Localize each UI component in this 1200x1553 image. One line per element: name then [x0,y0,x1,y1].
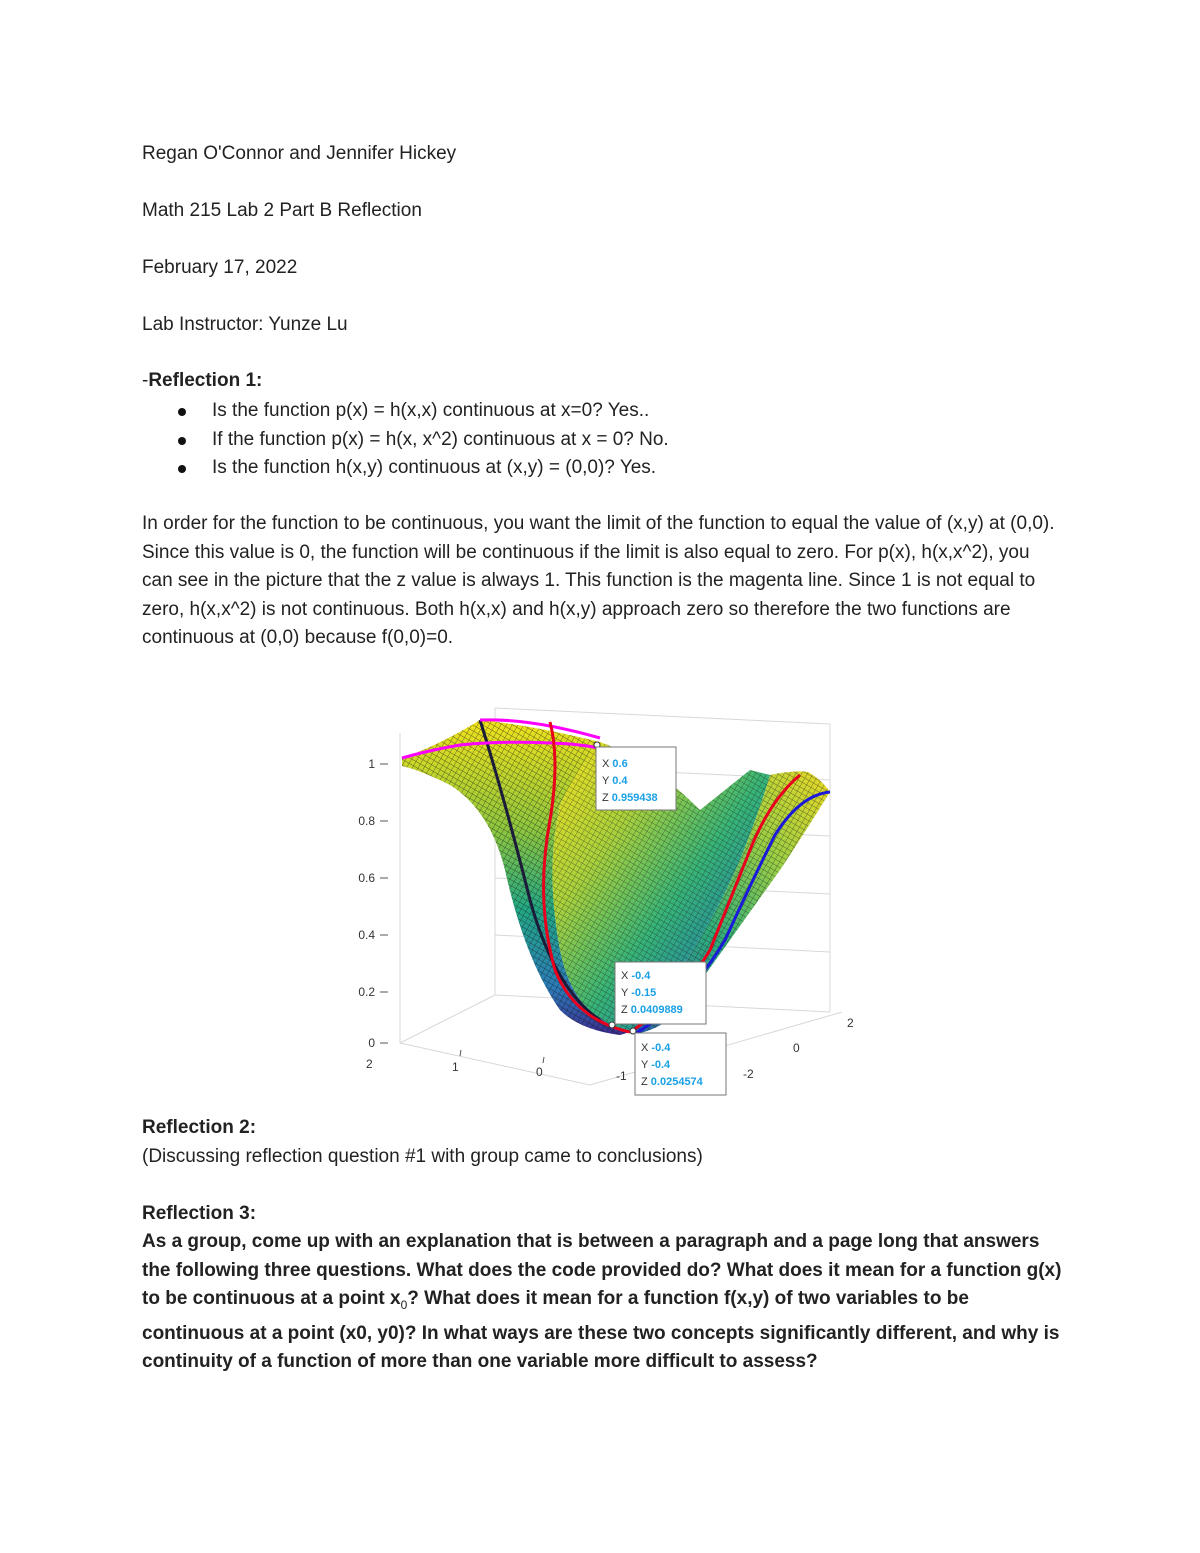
datatip-2 [615,962,706,1024]
date-line: February 17, 2022 [142,257,298,278]
grid-line [495,708,830,724]
reflection3-text-part1: As a group, come up with an explanation that is between a paragraph and a page long that answers the following three questions. What does the code provided do? What does it mean for a function g(x) to be continuous at a point x [142,1231,1062,1310]
datatip-line: Y -0.4 [641,1059,671,1071]
list-item [142,426,669,455]
reflection1-bullet-list [142,397,669,483]
bullet-text: Is the function h(x,y) continuous at (x,y) = (0,0)? Yes. [212,457,657,478]
reflection1-dash: - [142,370,149,391]
datatip-line: X -0.4 [641,1042,671,1054]
reflection1-paragraph-text: In order for the function to be continuous, you want the limit of the function to equal the value of (x,y) at (0,0). Since this value is 0, the function will be continuous if the limit is also equal to zero. For p(x), h(x,x^2), you can see in the picture that the z value is always 1. This function is the magenta line. Since 1 is not equal to zero, h(x,x^2) is not continuous. Both h(x,x) and h(x,y) approach zero so therefore the two functions are continuous at (0,0) because f(0,0)=0. [142,513,1055,649]
z-tick-label: 0.2 [358,985,375,999]
reflection1-paragraph [142,510,1062,653]
z-tick-marks [380,764,388,1043]
datatip-1 [596,747,676,810]
y-tick-label: 2 [847,1016,854,1030]
datatip-marker [609,1022,615,1028]
reflection2-text: (Discussing reflection question #1 with group came to conclusions) [142,1146,703,1167]
reflection3-prompt [142,1228,1072,1377]
course-title: Math 215 Lab 2 Part B Reflection [142,200,422,221]
reflection3-heading: Reflection 3: [142,1203,257,1224]
bullet-text: Is the function p(x) = h(x,x) continuous at x=0? Yes.. [212,400,650,421]
y-tick-label: -2 [743,1067,754,1081]
z-tick-label: 1 [368,757,375,771]
x-tick-label: 0 [536,1065,543,1079]
datatip-line: Z 0.0254574 [641,1076,703,1088]
reflection3-subscript: 0 [400,1297,408,1312]
z-tick-label: 0.4 [358,928,375,942]
datatip-line: Z 0.0409889 [621,1004,683,1016]
x-tick-mark [460,1050,461,1056]
datatip-line: X -0.4 [621,970,651,982]
x-tick-label: 1 [452,1060,459,1074]
z-tick-label: 0 [368,1036,375,1050]
datatip-3 [635,1033,726,1095]
x-tick-label: -1 [616,1069,627,1083]
datatip-line: Z 0.959438 [602,792,658,804]
z-tick-label: 0.6 [358,871,375,885]
reflection1-heading [142,369,262,393]
list-item [142,454,669,483]
x-tick-labels [366,1057,627,1083]
reflection3-text-part2: ? What does it mean for a function f(x,y) of two variables to be continuous at a point (x0, y0)? In what ways are these two concepts significantly different, and why is continuity of a function of more than one variable more difficult to assess? [142,1288,1060,1373]
reflection1-title: Reflection 1: [148,370,263,391]
bullet-icon [178,437,186,445]
x-axis-line [400,1043,590,1085]
datatip-line: Y 0.4 [602,775,628,787]
instructor-line: Lab Instructor: Yunze Lu [142,314,348,335]
bullet-text: If the function p(x) = h(x, x^2) continuous at x = 0? No. [212,428,669,450]
y-tick-labels [743,1016,854,1081]
x-tick-marks [460,1050,544,1063]
surface-plot-figure [330,700,870,1110]
authors-line: Regan O'Connor and Jennifer Hickey [142,143,457,164]
y-tick-label: 0 [793,1041,800,1055]
x-tick-mark [543,1057,544,1063]
x-tick-label: 2 [366,1057,373,1071]
reflection2-heading: Reflection 2: [142,1117,257,1138]
datatip-line: Y -0.15 [621,987,657,999]
grid-line [400,995,495,1043]
bullet-icon [178,408,186,416]
surface-plot-svg [330,700,870,1110]
list-item [142,397,669,426]
z-tick-label: 0.8 [358,814,375,828]
datatip-line: X 0.6 [602,758,628,770]
z-tick-labels [358,757,375,1050]
bullet-icon [178,465,186,473]
